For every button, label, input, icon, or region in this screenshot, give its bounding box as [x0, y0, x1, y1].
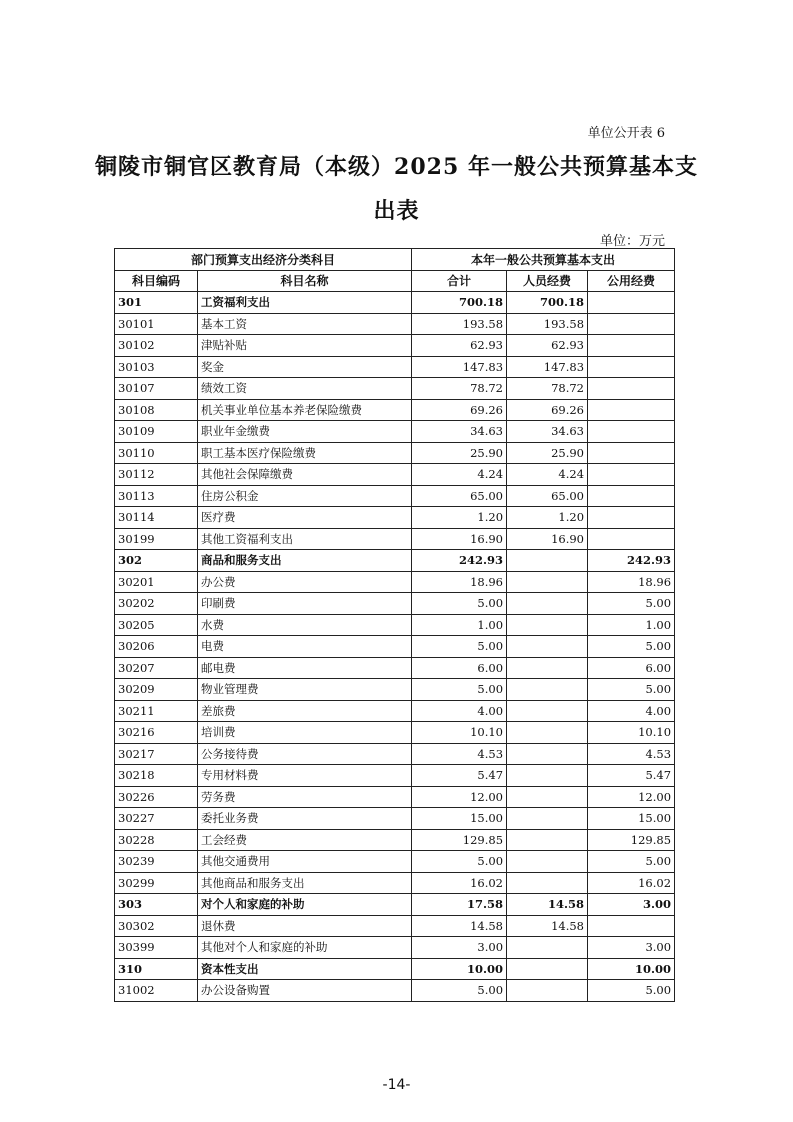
cell-name: 办公设备购置: [198, 980, 412, 1002]
table-row: [115, 829, 675, 851]
cell-name: 职工基本医疗保险缴费: [198, 442, 412, 464]
table-row: [115, 657, 675, 679]
table-row: [115, 872, 675, 894]
cell-public: 242.93: [588, 550, 675, 572]
cell-code: 30112: [115, 464, 198, 486]
header-personnel: 人员经费: [507, 270, 588, 292]
cell-total: 78.72: [412, 378, 507, 400]
cell-name: 其他社会保障缴费: [198, 464, 412, 486]
table-row: [115, 442, 675, 464]
table-row: [115, 980, 675, 1002]
cell-name: 电费: [198, 636, 412, 658]
cell-personnel: [507, 657, 588, 679]
cell-public: 12.00: [588, 786, 675, 808]
header-code: 科目编码: [115, 270, 198, 292]
cell-name: 差旅费: [198, 700, 412, 722]
table-row: [115, 335, 675, 357]
cell-code: 30299: [115, 872, 198, 894]
cell-personnel: [507, 829, 588, 851]
cell-total: 700.18: [412, 292, 507, 314]
cell-total: 129.85: [412, 829, 507, 851]
cell-public: 4.00: [588, 700, 675, 722]
cell-personnel: 193.58: [507, 313, 588, 335]
cell-personnel: 65.00: [507, 485, 588, 507]
cell-public: 129.85: [588, 829, 675, 851]
table-row: [115, 765, 675, 787]
cell-name: 办公费: [198, 571, 412, 593]
cell-code: 302: [115, 550, 198, 572]
cell-code: 30199: [115, 528, 198, 550]
cell-public: [588, 485, 675, 507]
cell-public: [588, 442, 675, 464]
unit-label: 单位：万元: [599, 234, 665, 249]
cell-total: 1.00: [412, 614, 507, 636]
cell-total: 5.00: [412, 636, 507, 658]
cell-personnel: [507, 872, 588, 894]
cell-total: 62.93: [412, 335, 507, 357]
cell-personnel: [507, 743, 588, 765]
cell-personnel: [507, 786, 588, 808]
cell-personnel: 14.58: [507, 915, 588, 937]
table-row: [115, 636, 675, 658]
cell-code: 30399: [115, 937, 198, 959]
cell-name: 绩效工资: [198, 378, 412, 400]
cell-code: 30209: [115, 679, 198, 701]
table-row: [115, 808, 675, 830]
cell-code: 30102: [115, 335, 198, 357]
cell-name: 其他商品和服务支出: [198, 872, 412, 894]
cell-personnel: [507, 593, 588, 615]
cell-public: 15.00: [588, 808, 675, 830]
cell-code: 30202: [115, 593, 198, 615]
cell-total: 147.83: [412, 356, 507, 378]
table-row: [115, 679, 675, 701]
cell-name: 基本工资: [198, 313, 412, 335]
cell-personnel: [507, 765, 588, 787]
cell-total: 69.26: [412, 399, 507, 421]
cell-total: 5.00: [412, 679, 507, 701]
table-row: [115, 464, 675, 486]
cell-total: 5.00: [412, 593, 507, 615]
cell-name: 奖金: [198, 356, 412, 378]
cell-personnel: [507, 958, 588, 980]
cell-name: 公务接待费: [198, 743, 412, 765]
cell-code: 31002: [115, 980, 198, 1002]
cell-total: 10.10: [412, 722, 507, 744]
table-body: [115, 292, 675, 1002]
cell-public: 5.47: [588, 765, 675, 787]
cell-personnel: 78.72: [507, 378, 588, 400]
cell-name: 商品和服务支出: [198, 550, 412, 572]
cell-name: 津贴补贴: [198, 335, 412, 357]
cell-total: 1.20: [412, 507, 507, 529]
header-economic-classification: 部门预算支出经济分类科目: [115, 249, 412, 271]
table-row: [115, 485, 675, 507]
cell-public: [588, 292, 675, 314]
cell-public: [588, 313, 675, 335]
table-row: [115, 528, 675, 550]
cell-personnel: [507, 550, 588, 572]
cell-total: 25.90: [412, 442, 507, 464]
cell-name: 其他对个人和家庭的补助: [198, 937, 412, 959]
cell-public: 3.00: [588, 894, 675, 916]
cell-public: [588, 356, 675, 378]
cell-total: 5.47: [412, 765, 507, 787]
cell-code: 30108: [115, 399, 198, 421]
header-basic-expenditure: 本年一般公共预算基本支出: [412, 249, 675, 271]
cell-public: 16.02: [588, 872, 675, 894]
cell-personnel: [507, 571, 588, 593]
cell-name: 机关事业单位基本养老保险缴费: [198, 399, 412, 421]
form-number: 单位公开表 6: [587, 126, 665, 141]
cell-code: 30101: [115, 313, 198, 335]
header-group-row: [115, 249, 675, 271]
cell-total: 5.00: [412, 851, 507, 873]
table-row: [115, 313, 675, 335]
cell-personnel: 147.83: [507, 356, 588, 378]
table-row: [115, 786, 675, 808]
cell-code: 310: [115, 958, 198, 980]
cell-total: 10.00: [412, 958, 507, 980]
cell-code: 30110: [115, 442, 198, 464]
cell-name: 退休费: [198, 915, 412, 937]
cell-name: 住房公积金: [198, 485, 412, 507]
cell-name: 职业年金缴费: [198, 421, 412, 443]
header-total: 合计: [412, 270, 507, 292]
cell-name: 专用材料费: [198, 765, 412, 787]
cell-personnel: [507, 722, 588, 744]
cell-code: 30302: [115, 915, 198, 937]
cell-total: 4.00: [412, 700, 507, 722]
table-row: [115, 700, 675, 722]
cell-public: 3.00: [588, 937, 675, 959]
cell-public: 5.00: [588, 593, 675, 615]
cell-name: 物业管理费: [198, 679, 412, 701]
cell-personnel: 69.26: [507, 399, 588, 421]
cell-code: 30206: [115, 636, 198, 658]
header-public: 公用经费: [588, 270, 675, 292]
cell-public: 5.00: [588, 851, 675, 873]
cell-public: 18.96: [588, 571, 675, 593]
cell-total: 4.24: [412, 464, 507, 486]
table-row: [115, 593, 675, 615]
cell-public: [588, 464, 675, 486]
cell-personnel: 700.18: [507, 292, 588, 314]
table-row: [115, 722, 675, 744]
cell-code: 30227: [115, 808, 198, 830]
cell-total: 6.00: [412, 657, 507, 679]
cell-code: 30107: [115, 378, 198, 400]
cell-name: 对个人和家庭的补助: [198, 894, 412, 916]
table-row: [115, 937, 675, 959]
cell-name: 委托业务费: [198, 808, 412, 830]
table-row: [115, 507, 675, 529]
cell-public: [588, 528, 675, 550]
table-row: [115, 958, 675, 980]
cell-personnel: [507, 851, 588, 873]
cell-total: 15.00: [412, 808, 507, 830]
budget-table: [114, 248, 675, 1002]
cell-name: 资本性支出: [198, 958, 412, 980]
cell-name: 劳务费: [198, 786, 412, 808]
table-row: [115, 743, 675, 765]
table-row: [115, 356, 675, 378]
cell-name: 培训费: [198, 722, 412, 744]
cell-personnel: 62.93: [507, 335, 588, 357]
cell-personnel: [507, 980, 588, 1002]
cell-total: 65.00: [412, 485, 507, 507]
cell-public: 1.00: [588, 614, 675, 636]
cell-personnel: [507, 808, 588, 830]
cell-public: 5.00: [588, 980, 675, 1002]
cell-code: 303: [115, 894, 198, 916]
cell-name: 医疗费: [198, 507, 412, 529]
cell-personnel: [507, 700, 588, 722]
cell-code: 301: [115, 292, 198, 314]
cell-name: 邮电费: [198, 657, 412, 679]
cell-total: 242.93: [412, 550, 507, 572]
cell-code: 30109: [115, 421, 198, 443]
cell-total: 18.96: [412, 571, 507, 593]
cell-personnel: 14.58: [507, 894, 588, 916]
cell-public: 10.00: [588, 958, 675, 980]
table-row: [115, 378, 675, 400]
table-row: [115, 571, 675, 593]
cell-personnel: [507, 937, 588, 959]
cell-public: [588, 399, 675, 421]
cell-public: [588, 378, 675, 400]
cell-code: 30201: [115, 571, 198, 593]
cell-public: 5.00: [588, 679, 675, 701]
cell-total: 193.58: [412, 313, 507, 335]
cell-public: 5.00: [588, 636, 675, 658]
cell-public: [588, 335, 675, 357]
cell-public: [588, 915, 675, 937]
cell-personnel: [507, 679, 588, 701]
cell-code: 30228: [115, 829, 198, 851]
cell-code: 30218: [115, 765, 198, 787]
cell-total: 12.00: [412, 786, 507, 808]
cell-public: 10.10: [588, 722, 675, 744]
header-name: 科目名称: [198, 270, 412, 292]
cell-public: [588, 421, 675, 443]
cell-total: 17.58: [412, 894, 507, 916]
page-number: -14-: [382, 1077, 411, 1093]
cell-code: 30114: [115, 507, 198, 529]
table-row: [115, 550, 675, 572]
cell-code: 30103: [115, 356, 198, 378]
cell-personnel: 4.24: [507, 464, 588, 486]
table-row: [115, 614, 675, 636]
cell-name: 其他交通费用: [198, 851, 412, 873]
cell-code: 30217: [115, 743, 198, 765]
cell-code: 30211: [115, 700, 198, 722]
cell-personnel: 1.20: [507, 507, 588, 529]
table-row: [115, 421, 675, 443]
cell-total: 3.00: [412, 937, 507, 959]
cell-personnel: 25.90: [507, 442, 588, 464]
table-row: [115, 894, 675, 916]
page-title: 铜陵市铜官区教育局（本级）2025 年一般公共预算基本支: [95, 154, 698, 180]
cell-name: 水费: [198, 614, 412, 636]
cell-public: 4.53: [588, 743, 675, 765]
table-row: [115, 399, 675, 421]
cell-total: 16.02: [412, 872, 507, 894]
cell-name: 其他工资福利支出: [198, 528, 412, 550]
cell-name: 工会经费: [198, 829, 412, 851]
cell-code: 30113: [115, 485, 198, 507]
cell-name: 工资福利支出: [198, 292, 412, 314]
cell-code: 30216: [115, 722, 198, 744]
cell-name: 印刷费: [198, 593, 412, 615]
cell-public: [588, 507, 675, 529]
page-title-continued: 出表: [373, 198, 420, 224]
cell-personnel: 34.63: [507, 421, 588, 443]
cell-code: 30205: [115, 614, 198, 636]
table-row: [115, 915, 675, 937]
cell-personnel: [507, 614, 588, 636]
header-column-row: [115, 270, 675, 292]
table-row: [115, 292, 675, 314]
cell-code: 30207: [115, 657, 198, 679]
cell-total: 34.63: [412, 421, 507, 443]
cell-code: 30226: [115, 786, 198, 808]
cell-total: 14.58: [412, 915, 507, 937]
table-row: [115, 851, 675, 873]
cell-personnel: [507, 636, 588, 658]
cell-total: 4.53: [412, 743, 507, 765]
cell-code: 30239: [115, 851, 198, 873]
cell-personnel: 16.90: [507, 528, 588, 550]
cell-public: 6.00: [588, 657, 675, 679]
cell-total: 5.00: [412, 980, 507, 1002]
cell-total: 16.90: [412, 528, 507, 550]
